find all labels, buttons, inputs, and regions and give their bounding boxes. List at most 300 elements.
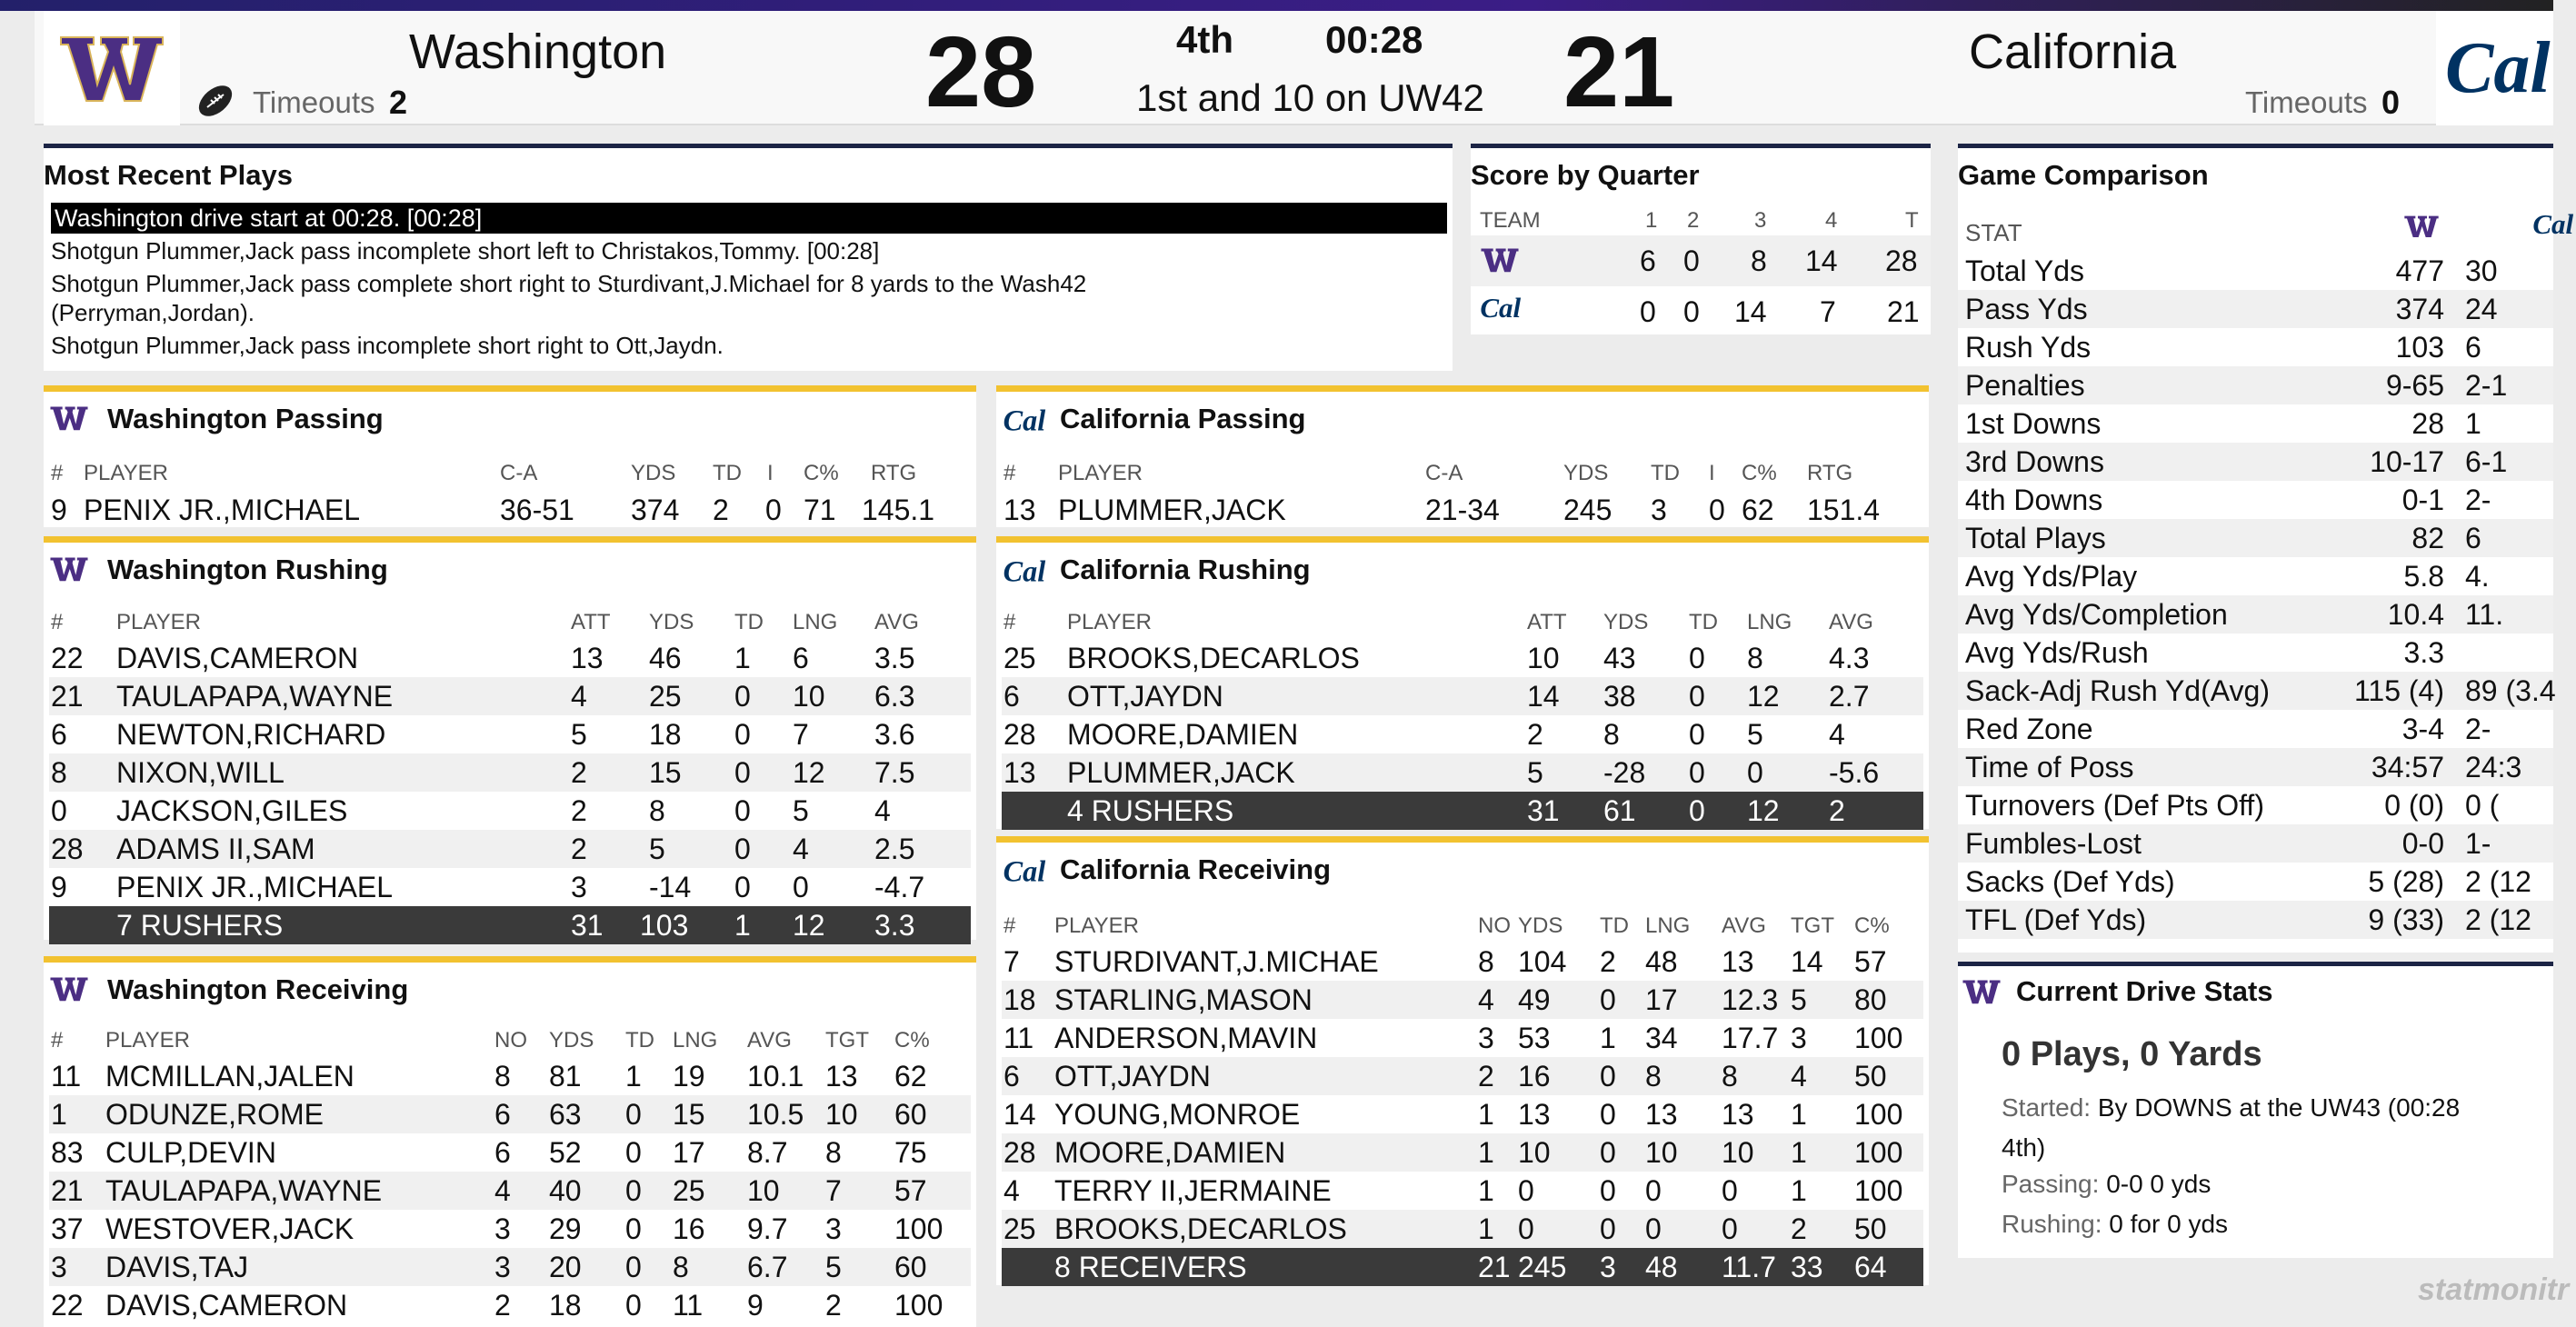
column-header: YDS xyxy=(1603,610,1649,634)
comparison-home-value: 34:57 xyxy=(2371,751,2444,783)
sbq-header-total: T xyxy=(1905,208,1919,233)
stat-cell: 7 xyxy=(793,718,809,751)
stat-cell: 18 xyxy=(649,718,682,751)
california-logo xyxy=(2436,11,2553,125)
stat-cell: 18 xyxy=(1003,983,1036,1016)
sbq-cell: 8 xyxy=(1751,244,1767,277)
stat-cell: 4 xyxy=(571,680,587,713)
player-name: TERRY II,JERMAINE xyxy=(1054,1174,1332,1207)
sbq-cell: 0 xyxy=(1640,295,1656,328)
stat-cell: 12 xyxy=(1747,680,1780,713)
stat-cell: 0 xyxy=(765,494,782,526)
stat-cell: 10 xyxy=(1645,1136,1678,1169)
possession-football-icon xyxy=(195,80,236,122)
svg-text:Cal: Cal xyxy=(2532,208,2574,241)
player-name: DAVIS,CAMERON xyxy=(105,1289,348,1322)
stat-cell: 21 xyxy=(51,1174,84,1207)
stat-cell: 0 xyxy=(1600,1136,1616,1169)
stat-cell: 8 xyxy=(1722,1060,1738,1093)
player-name: PLUMMER,JACK xyxy=(1058,494,1286,526)
comparison-stat-label: Sack-Adj Rush Yd(Avg) xyxy=(1965,674,2270,707)
stat-cell: 0 xyxy=(625,1289,642,1322)
stat-cell: 12.3 xyxy=(1722,983,1779,1016)
stat-cell: 0 xyxy=(1689,756,1705,789)
stat-cell: 15 xyxy=(673,1098,705,1131)
stat-cell: 62 xyxy=(1742,494,1774,526)
stat-cell: 1 xyxy=(1791,1136,1807,1169)
washington-w-icon xyxy=(49,554,89,589)
stat-cell: 2 xyxy=(571,794,587,827)
current-drive-panel xyxy=(1958,962,2553,1258)
stat-cell: 10 xyxy=(825,1098,858,1131)
player-name: PENIX JR.,MICHAEL xyxy=(116,871,394,903)
sbq-cell: 7 xyxy=(1820,295,1836,328)
stat-cell: 151.4 xyxy=(1807,494,1881,526)
stat-cell: 13 xyxy=(1722,945,1754,978)
stat-cell: 83 xyxy=(51,1136,84,1169)
svg-text:Cal: Cal xyxy=(1480,292,1522,324)
player-name: ADAMS II,SAM xyxy=(116,833,315,865)
stat-cell: -5.6 xyxy=(1829,756,1880,789)
column-header: LNG xyxy=(673,1028,718,1053)
stat-cell: 60 xyxy=(894,1098,927,1131)
stat-cell: 104 xyxy=(1518,945,1567,978)
svg-text:Cal: Cal xyxy=(1003,854,1046,888)
cal-script-icon xyxy=(2436,28,2553,108)
column-header: TD xyxy=(1600,913,1629,938)
stat-cell: 0 xyxy=(625,1212,642,1245)
stat-cell: 38 xyxy=(1603,680,1636,713)
stat-cell: 7 xyxy=(1003,945,1020,978)
stat-cell: 2 xyxy=(1600,945,1616,978)
stat-cell: 0 xyxy=(1645,1174,1662,1207)
away-score: 21 xyxy=(1563,16,1675,128)
sbq-cell: 14 xyxy=(1805,244,1838,277)
stat-cell: 3 xyxy=(51,1251,67,1283)
stat-cell: 22 xyxy=(51,1289,84,1322)
stat-cell: 0 xyxy=(734,794,751,827)
washington-w-icon xyxy=(49,973,89,1009)
stat-cell: 1 xyxy=(1478,1212,1494,1245)
stat-cell: 9 xyxy=(51,871,67,903)
stat-cell: 3.5 xyxy=(874,642,915,674)
washington-w-icon xyxy=(49,403,89,438)
column-header: ATT xyxy=(571,610,611,634)
stat-cell: 81 xyxy=(549,1060,582,1093)
stat-cell: 6 xyxy=(494,1098,511,1131)
comparison-home-value: 477 xyxy=(2395,254,2444,287)
player-name: CULP,DEVIN xyxy=(105,1136,276,1169)
column-header: AVG xyxy=(747,1028,792,1053)
total-cell: 3 xyxy=(1600,1251,1616,1283)
stat-cell: 0 xyxy=(625,1251,642,1283)
total-cell: 245 xyxy=(1518,1251,1567,1283)
away-timeouts-label: Timeouts xyxy=(2245,85,2368,119)
stat-cell: 7 xyxy=(825,1174,842,1207)
stat-cell: 13 xyxy=(571,642,604,674)
comparison-stat-label: Avg Yds/Completion xyxy=(1965,598,2228,631)
stat-cell: 1 xyxy=(734,642,751,674)
stat-cell: 1 xyxy=(1478,1136,1494,1169)
game-clock: 00:28 xyxy=(1325,18,1423,61)
comparison-stat-label: Red Zone xyxy=(1965,713,2093,745)
stat-cell: 21 xyxy=(51,680,84,713)
comparison-home-value: 0-0 xyxy=(2401,827,2444,860)
svg-text:Cal: Cal xyxy=(2445,28,2551,108)
stat-cell: 29 xyxy=(549,1212,582,1245)
column-header: AVG xyxy=(1722,913,1766,938)
stat-cell: 0 xyxy=(1709,494,1725,526)
stat-cell: 36-51 xyxy=(500,494,574,526)
stat-cell: 25 xyxy=(1003,642,1036,674)
column-header: ATT xyxy=(1527,610,1567,634)
player-name: WESTOVER,JACK xyxy=(105,1212,354,1245)
stat-cell: 6 xyxy=(494,1136,511,1169)
home-timeouts: 2 xyxy=(389,84,408,121)
away-team-name: California xyxy=(1969,25,2177,79)
player-name: PENIX JR.,MICHAEL xyxy=(84,494,361,526)
column-header: PLAYER xyxy=(1067,610,1152,634)
stat-cell: 2 xyxy=(1527,718,1543,751)
home-score: 28 xyxy=(925,16,1037,128)
comparison-stat-label: Total Plays xyxy=(1965,522,2106,554)
cal-script-icon xyxy=(1478,292,1523,329)
stat-cell: 2 xyxy=(571,756,587,789)
stat-cell: 4 xyxy=(1829,718,1845,751)
stat-cell: 8 xyxy=(1603,718,1620,751)
stat-cell: 6.3 xyxy=(874,680,915,713)
stat-cell: 53 xyxy=(1518,1022,1551,1054)
stat-cell: 25 xyxy=(673,1174,705,1207)
stat-cell: 80 xyxy=(1854,983,1887,1016)
column-header: NO xyxy=(494,1028,527,1053)
stat-cell: 0 xyxy=(625,1098,642,1131)
stat-cell: 13 xyxy=(1518,1098,1551,1131)
column-header: LNG xyxy=(1645,913,1691,938)
stat-cell: 2 xyxy=(1478,1060,1494,1093)
home-timeouts-label: Timeouts xyxy=(253,85,375,119)
sbq-header-q1: 1 xyxy=(1645,208,1658,233)
stat-cell: 1 xyxy=(1478,1098,1494,1131)
stat-cell: 6 xyxy=(1003,1060,1020,1093)
drive-started-value: By DOWNS at the UW43 (00:28 xyxy=(2097,1093,2461,1122)
sbq-cell: 0 xyxy=(1683,244,1700,277)
stat-cell: 3 xyxy=(825,1212,842,1245)
stat-cell: 0 xyxy=(1645,1212,1662,1245)
stat-cell: 2 xyxy=(713,494,729,526)
sbq-cell: 0 xyxy=(1683,295,1700,328)
stat-cell: 100 xyxy=(1854,1136,1903,1169)
away-timeouts: 0 xyxy=(2381,84,2401,121)
stat-cell: 4 xyxy=(1791,1060,1807,1093)
recent-plays-panel xyxy=(44,144,1453,371)
down-distance: 1st and 10 on UW42 xyxy=(1136,76,1484,119)
column-header: PLAYER xyxy=(1058,461,1143,485)
stat-cell: -14 xyxy=(649,871,692,903)
stat-cell: 14 xyxy=(1527,680,1560,713)
column-header: LNG xyxy=(1747,610,1792,634)
recent-play-highlight[interactable]: Washington drive start at 00:28. [00:28] xyxy=(51,203,1447,234)
column-header: C% xyxy=(1742,461,1777,485)
sbq-cell: 14 xyxy=(1734,295,1767,328)
stat-cell: 100 xyxy=(1854,1022,1903,1054)
column-header: C% xyxy=(894,1028,930,1053)
comparison-stat-label: Penalties xyxy=(1965,369,2085,402)
stat-cell: 57 xyxy=(894,1174,927,1207)
stat-cell: 15 xyxy=(649,756,682,789)
comparison-stat-label: 3rd Downs xyxy=(1965,445,2104,478)
stat-cell: 16 xyxy=(673,1212,705,1245)
stat-cell: 5 xyxy=(1747,718,1763,751)
stat-cell: 2.7 xyxy=(1829,680,1870,713)
stat-cell: 2.5 xyxy=(874,833,915,865)
stat-cell: 3.6 xyxy=(874,718,915,751)
column-header: C-A xyxy=(1425,461,1463,485)
game-comparison-panel xyxy=(1958,144,2574,953)
column-header: TD xyxy=(625,1028,654,1053)
stat-cell: 3 xyxy=(1478,1022,1494,1054)
stat-cell: 3 xyxy=(571,871,587,903)
washington-w-icon xyxy=(57,32,166,105)
column-header: RTG xyxy=(871,461,917,485)
stat-cell: 10.5 xyxy=(747,1098,804,1131)
comparison-away-value: 1- xyxy=(2465,827,2491,860)
stat-cell: 2 xyxy=(825,1289,842,1322)
stat-cell: 0 xyxy=(1518,1174,1534,1207)
comparison-home-value: 0 (0) xyxy=(2384,789,2444,822)
total-cell: 7 RUSHERS xyxy=(116,909,284,942)
comparison-home-value: 9-65 xyxy=(2385,369,2444,402)
stat-cell: -28 xyxy=(1603,756,1646,789)
stat-cell: 14 xyxy=(1003,1098,1036,1131)
stat-cell: 13 xyxy=(1003,494,1036,526)
comparison-stat-label: Rush Yds xyxy=(1965,331,2092,364)
stat-cell: 22 xyxy=(51,642,84,674)
total-cell: 3.3 xyxy=(874,909,915,942)
wash-rushing-title: Washington Rushing xyxy=(107,554,388,585)
stat-cell: 49 xyxy=(1518,983,1551,1016)
stat-cell: 5 xyxy=(793,794,809,827)
comparison-stat-label: Fumbles-Lost xyxy=(1965,827,2142,860)
column-header: # xyxy=(1003,610,1016,634)
stat-cell: 20 xyxy=(549,1251,582,1283)
stat-cell: 0 xyxy=(1518,1212,1534,1245)
comparison-away-value: 2-1 xyxy=(2465,369,2508,402)
stat-cell: 8 xyxy=(649,794,665,827)
stat-cell: 1 xyxy=(1791,1098,1807,1131)
column-header: PLAYER xyxy=(116,610,201,634)
stat-cell: 25 xyxy=(649,680,682,713)
stat-cell: 40 xyxy=(549,1174,582,1207)
stat-cell: 60 xyxy=(894,1251,927,1283)
stat-cell: 17.7 xyxy=(1722,1022,1779,1054)
player-name: JACKSON,GILES xyxy=(116,794,348,827)
stat-cell: 48 xyxy=(1645,945,1678,978)
sbq-cell: 6 xyxy=(1640,244,1656,277)
stat-cell: 0 xyxy=(625,1174,642,1207)
drive-rushing-label: Rushing: xyxy=(2002,1210,2102,1238)
stat-cell: 18 xyxy=(549,1289,582,1322)
column-header: TD xyxy=(713,461,742,485)
player-name: MOORE,DAMIEN xyxy=(1067,718,1299,751)
stat-cell: 5 xyxy=(571,718,587,751)
player-name: TAULAPAPA,WAYNE xyxy=(105,1174,383,1207)
stat-cell: 28 xyxy=(51,833,84,865)
stat-cell: 52 xyxy=(549,1136,582,1169)
comparison-home-value: 10-17 xyxy=(2370,445,2444,478)
stat-cell: 8 xyxy=(51,756,67,789)
stat-cell: 7.5 xyxy=(874,756,915,789)
stat-cell: 10 xyxy=(1527,642,1560,674)
stat-cell: 21-34 xyxy=(1425,494,1500,526)
comparison-stat-label: Avg Yds/Play xyxy=(1965,560,2138,593)
stat-cell: 8 xyxy=(673,1251,689,1283)
total-cell: 8 RECEIVERS xyxy=(1054,1251,1247,1283)
stat-cell: 10 xyxy=(747,1174,780,1207)
recent-play: Shotgun Plummer,Jack pass incomplete short right to Ott,Jaydn. xyxy=(51,332,724,359)
stat-cell: 8 xyxy=(1645,1060,1662,1093)
stat-cell: 25 xyxy=(1003,1212,1036,1245)
comparison-away-value: 89 (3.4 xyxy=(2465,674,2556,707)
drive-passing-value: 0-0 0 yds xyxy=(2106,1170,2212,1198)
column-header: C% xyxy=(804,461,839,485)
total-cell: 64 xyxy=(1854,1251,1887,1283)
stat-cell: 0 xyxy=(1689,642,1705,674)
recent-play: (Perryman,Jordan). xyxy=(51,299,255,326)
player-name: ANDERSON,MAVIN xyxy=(1054,1022,1318,1054)
stat-cell: 10 xyxy=(1722,1136,1754,1169)
stat-cell: 57 xyxy=(1854,945,1887,978)
stat-cell: 5 xyxy=(825,1251,842,1283)
stat-cell: 0 xyxy=(1600,1174,1616,1207)
stat-cell: 2 xyxy=(1791,1212,1807,1245)
comparison-home-value: 5.8 xyxy=(2403,560,2444,593)
home-team-name: Washington xyxy=(409,25,667,79)
stat-cell: 0 xyxy=(1600,1098,1616,1131)
stat-cell: 16 xyxy=(1518,1060,1551,1093)
stat-cell: 6 xyxy=(1003,680,1020,713)
stat-cell: 19 xyxy=(673,1060,705,1093)
comparison-away-value: 2 (12 xyxy=(2465,903,2531,936)
column-header: YDS xyxy=(649,610,694,634)
column-header: PLAYER xyxy=(1054,913,1139,938)
comparison-away-value: 6-1 xyxy=(2465,445,2508,478)
drive-started-value-2: 4th) xyxy=(2002,1133,2046,1162)
total-cell: 61 xyxy=(1603,794,1636,827)
comparison-away-value: 6 xyxy=(2465,522,2481,554)
column-header: C-A xyxy=(500,461,538,485)
drive-passing-label: Passing: xyxy=(2002,1170,2100,1198)
washington-w-icon xyxy=(1480,244,1520,280)
comparison-stat-label: Time of Poss xyxy=(1965,751,2134,783)
stat-cell: 2 xyxy=(494,1289,511,1322)
stat-cell: 0 xyxy=(1600,1212,1616,1245)
player-name: BROOKS,DECARLOS xyxy=(1054,1212,1347,1245)
stat-cell: 374 xyxy=(631,494,680,526)
sbq-header-team: TEAM xyxy=(1480,208,1541,233)
player-name: DAVIS,TAJ xyxy=(105,1251,249,1283)
svg-text:Cal: Cal xyxy=(1003,554,1046,588)
column-header: YDS xyxy=(1563,461,1609,485)
column-header: # xyxy=(51,1028,64,1053)
player-name: PLUMMER,JACK xyxy=(1067,756,1295,789)
comparison-stat-label: 4th Downs xyxy=(1965,484,2103,516)
cal-receiving-panel xyxy=(996,836,1929,1285)
stat-cell: 8 xyxy=(825,1136,842,1169)
column-header: LNG xyxy=(793,610,838,634)
cal-rushing-title: California Rushing xyxy=(1060,554,1311,585)
comparison-home-value: 28 xyxy=(2411,407,2444,440)
stat-cell: 13 xyxy=(1645,1098,1678,1131)
column-header: TD xyxy=(734,610,764,634)
stat-cell: 3 xyxy=(1651,494,1667,526)
total-cell: 31 xyxy=(571,909,604,942)
quarter: 4th xyxy=(1176,18,1233,61)
stat-cell: 0 xyxy=(1600,983,1616,1016)
column-header: YDS xyxy=(631,461,676,485)
stat-cell: 43 xyxy=(1603,642,1636,674)
column-header: YDS xyxy=(1518,913,1563,938)
stat-cell: 10 xyxy=(1518,1136,1551,1169)
column-header: # xyxy=(51,461,64,485)
stat-cell: 0 xyxy=(734,833,751,865)
comparison-away-value: 30 xyxy=(2465,254,2498,287)
stat-cell: 5 xyxy=(649,833,665,865)
comparison-away-value: 2- xyxy=(2465,484,2491,516)
stat-cell: 6 xyxy=(793,642,809,674)
stat-cell: 37 xyxy=(51,1212,84,1245)
player-name: MOORE,DAMIEN xyxy=(1054,1136,1286,1169)
drive-started xyxy=(2002,1088,2538,1168)
comparison-home-value: 3-4 xyxy=(2401,713,2444,745)
stat-cell: 4 xyxy=(874,794,891,827)
total-cell: 48 xyxy=(1645,1251,1678,1283)
comparison-home-value: 115 (4) xyxy=(2353,674,2444,707)
drive-rushing-value: 0 for 0 yds xyxy=(2109,1210,2229,1238)
stat-cell: 245 xyxy=(1563,494,1612,526)
player-name: TAULAPAPA,WAYNE xyxy=(116,680,394,713)
total-cell: 21 xyxy=(1478,1251,1511,1283)
column-header: RTG xyxy=(1807,461,1853,485)
stat-cell: 1 xyxy=(1478,1174,1494,1207)
stat-cell: 50 xyxy=(1854,1060,1887,1093)
stat-cell: 2 xyxy=(571,833,587,865)
comparison-stat-label: Pass Yds xyxy=(1965,293,2088,325)
column-header: TD xyxy=(1651,461,1680,485)
column-header: YDS xyxy=(549,1028,594,1053)
stat-cell: 10 xyxy=(793,680,825,713)
stat-cell: 28 xyxy=(1003,718,1036,751)
drive-passing xyxy=(2002,1170,2211,1199)
column-header: # xyxy=(1003,913,1016,938)
sbq-header-q2: 2 xyxy=(1687,208,1700,233)
cal-receiving-title: California Receiving xyxy=(1060,853,1332,885)
stat-cell: 100 xyxy=(1854,1098,1903,1131)
column-header: NO xyxy=(1478,913,1511,938)
stat-cell: 3 xyxy=(1791,1022,1807,1054)
stat-cell: 13 xyxy=(825,1060,858,1093)
stat-cell: 9 xyxy=(51,494,67,526)
wash-rushing-panel xyxy=(44,536,976,940)
stat-cell: 3 xyxy=(494,1212,511,1245)
stat-cell: 0 xyxy=(625,1136,642,1169)
stat-cell: 46 xyxy=(649,642,682,674)
drive-rushing xyxy=(2002,1210,2228,1239)
comparison-home-value: 103 xyxy=(2395,331,2444,364)
wash-passing-title: Washington Passing xyxy=(107,403,384,434)
svg-text:Cal: Cal xyxy=(1003,404,1046,437)
total-cell: 1 xyxy=(734,909,751,942)
